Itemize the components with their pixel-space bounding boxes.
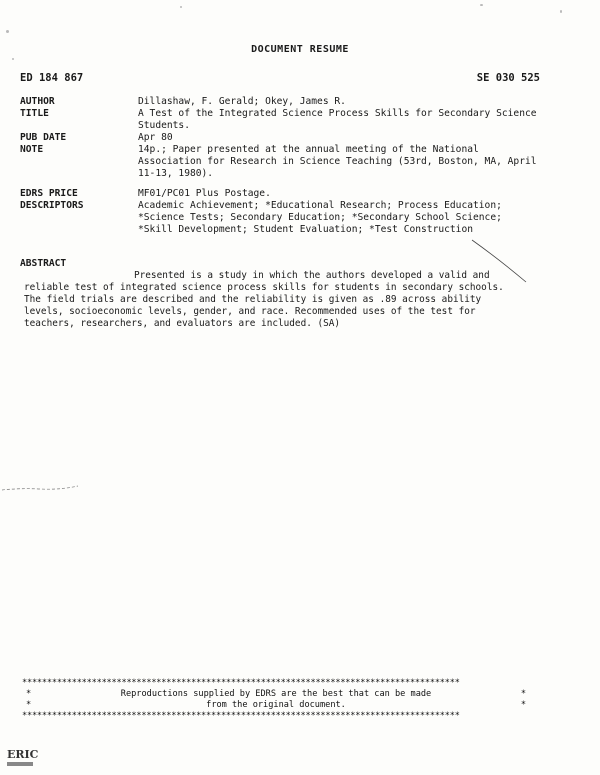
se-number: SE 030 525 [476,72,540,84]
document-title: DOCUMENT RESUME [251,44,349,55]
svg-text:ERIC: ERIC [7,748,39,761]
star-border-bottom: **************************************************************************************** [22,711,460,721]
notice-text-line2: from the original document. [206,700,346,710]
field-value: Academic Achievement; *Educational Research; Process Education; *Science Tests; Secondary Education; *Secondary School Science; *Skill Development; Student Evaluation; *Test Construction [138,200,508,235]
field-value: Apr 80 [138,132,173,143]
field-label: DESCRIPTORS [20,200,84,211]
document-identifiers [20,72,540,84]
ed-number: ED 184 867 [20,72,84,84]
reproduction-notice [22,678,530,722]
star-border-top: **************************************************************************************** [22,678,460,688]
field-label: NOTE [20,144,44,155]
field-label: PUB DATE [20,132,67,143]
field-label: AUTHOR [20,96,55,107]
notice-line: * Reproductions supplied by EDRS are the best that can be made * [22,689,530,700]
field-value: A Test of the Integrated Science Process Skills for Secondary Science Students. [138,108,543,131]
abstract-text: Presented is a study in which the authors developed a valid and reliable test of integrated science process skills for students in secondary schools. The field trials are described and the reliability is given as .89 across ability levels, socioeconomic levels, gender, and race. Recommended uses of the test for teachers, researchers, and evaluators are included. (SA) [24,270,504,329]
scan-speck [480,4,483,6]
scan-speck [12,58,14,60]
field-value: 14p.; Paper presented at the annual meeting of the National Association for Research in Science Teaching (53rd, Boston, MA, April 11-13, 1980). [138,144,543,179]
field-label: TITLE [20,108,49,119]
scan-speck [180,6,182,8]
scan-speck [6,30,9,33]
scan-speck [560,10,562,13]
stray-mark [0,482,80,494]
field-value: Dillashaw, F. Gerald; Okey, James R. [138,96,346,107]
abstract-label: ABSTRACT [20,258,67,269]
eric-logo [6,740,39,770]
field-value: MF01/PC01 Plus Postage. [138,188,271,199]
notice-text-line1: Reproductions supplied by EDRS are the best that can be made [120,689,432,699]
field-label: EDRS PRICE [20,188,78,199]
notice-line: * from the original document. * [22,700,530,711]
